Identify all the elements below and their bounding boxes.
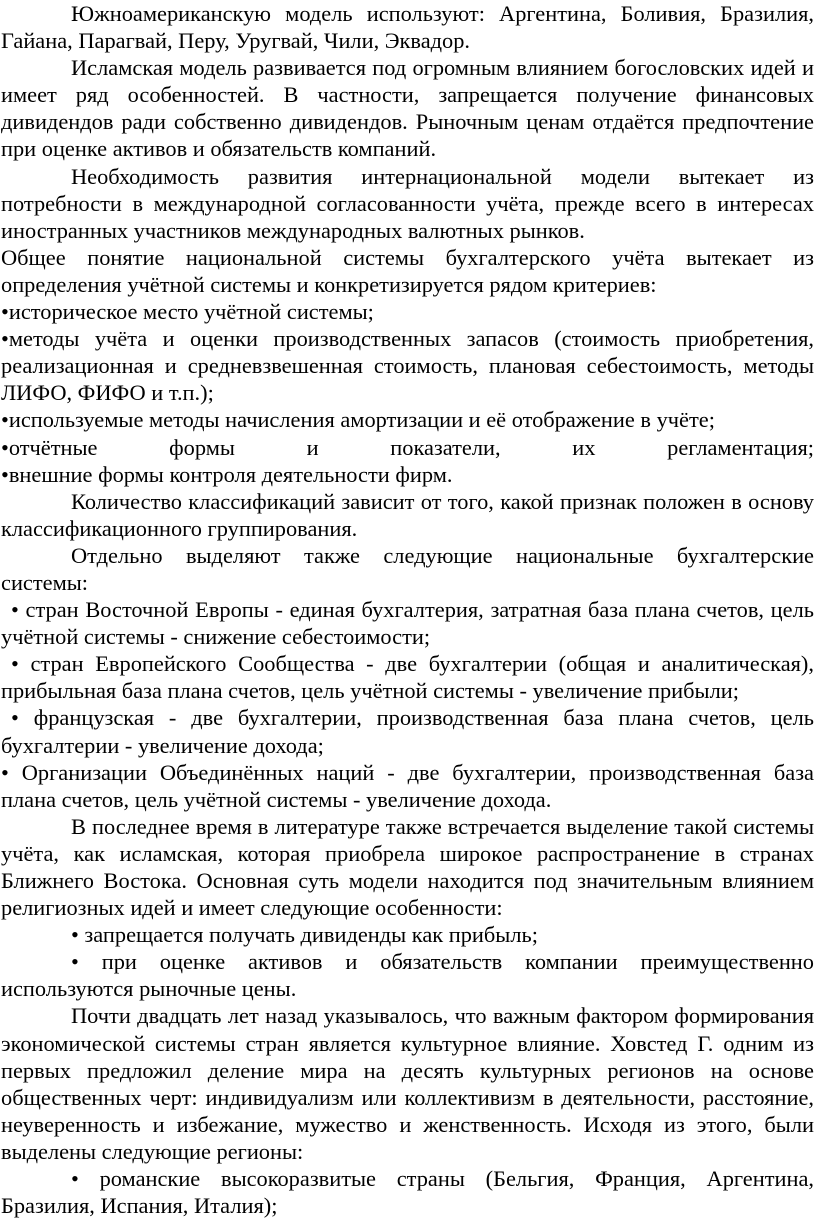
- paragraph-islamic-model: Исламская модель развивается под огромным влиянием богословских идей и имеет ряд особенностей. В частности, запрещается получение финансовых дивидендов ради собственно дивидендов. Рыночным ценам отдаётся предпочтение при оценке активов и обязательств компаний.: [1, 55, 814, 162]
- criteria-list-item: •внешние формы контроля деятельности фирм.: [1, 461, 453, 487]
- system-list-item-french: • французская - две бухгалтерии, производственная база плана счетов, цель бухгалтерии - увеличение дохода;: [1, 705, 814, 758]
- paragraph-islamic-system: В последнее время в литературе также встречается выделение такой системы учёта, как исламская, которая приобрела широкое распространение в странах Ближнего Востока. Основная суть модели находится под значительным влиянием религиозных идей и имеет следующие особенности:: [1, 813, 814, 921]
- paragraph-national-systems-intro: Отдельно выделяют также следующие национальные бухгалтерские системы:: [1, 542, 814, 595]
- criteria-list-item: •отчётные формы и показатели, их регламентация;: [1, 434, 814, 460]
- region-list-item: • романские высокоразвитые страны (Бельгия, Франция, Аргентина, Бразилия, Испания, Италия);: [1, 1166, 814, 1219]
- system-list-item-european-community: • стран Европейского Сообщества - две бухгалтерии (общая и аналитическая), прибыльная база плана счетов, цель учётной системы - увеличение прибыли;: [1, 651, 814, 704]
- paragraph-international-model: Необходимость развития интернациональной модели вытекает из потребности в международной согласованности учёта, прежде всего в интересах иностранных участников международных валютных рынков.: [1, 163, 814, 243]
- islamic-feature-list-item: • запрещается получать дивиденды как прибыль;: [71, 922, 538, 948]
- criteria-list-item: •методы учёта и оценки производственных запасов (стоимость приобретения, реализационная и средневзвешенная стоимость, плановая себестоимость, методы ЛИФО, ФИФО и т.п.);: [1, 326, 814, 406]
- system-list-item-united-nations: • Организации Объединённых наций - две бухгалтерии, производственная база плана счетов, цель учётной системы - увеличение дохода.: [1, 759, 814, 812]
- criteria-list-item: •используемые методы начисления амортизации и её отображение в учёте;: [1, 407, 715, 433]
- paragraph-classifications: Количество классификаций зависит от того, какой признак положен в основу классификационного группирования.: [1, 488, 814, 541]
- paragraph-cultural-influence: Почти двадцать лет назад указывалось, что важным фактором формирования экономической системы стран является культурное влияние. Ховстед Г. одним из первых предложил деление мира на десять культурных регионов на основе общественных черт: индивидуализм или коллективизм в деятельности, расстояние, неуверенность и избежание, мужество и женственность. Исходя из этого, были выделены следующие регионы:: [1, 1003, 814, 1164]
- paragraph-south-american-model: Южноамериканскую модель используют: Аргентина, Боливия, Бразилия, Гайана, Парагвай, Перу, Уругвай, Чили, Эквадор.: [1, 1, 814, 54]
- islamic-feature-list-item: • при оценке активов и обязательств компании преимущественно используются рыночные цены.: [1, 949, 814, 1002]
- paragraph-national-system-concept: Общее понятие национальной системы бухгалтерского учёта вытекает из определения учётной системы и конкретизируется рядом критериев:: [1, 244, 814, 297]
- criteria-list-item: •историческое место учётной системы;: [1, 299, 374, 325]
- system-list-item-eastern-europe: • стран Восточной Европы - единая бухгалтерия, затратная база плана счетов, цель учётной системы - снижение себестоимости;: [1, 597, 814, 650]
